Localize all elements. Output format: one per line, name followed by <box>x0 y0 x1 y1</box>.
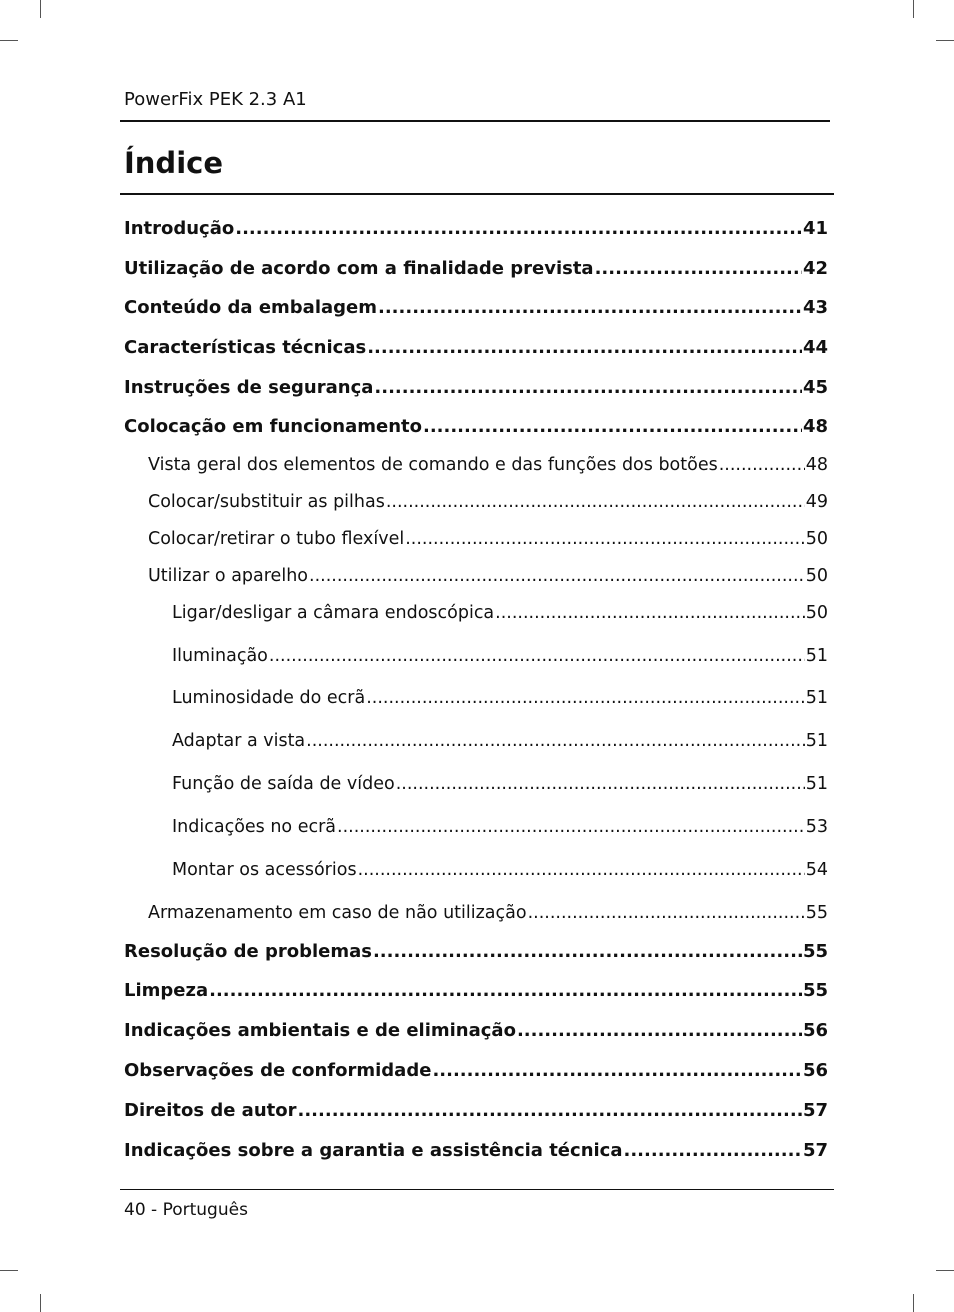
toc-entry-page: 55 <box>802 980 828 1001</box>
toc-entry-page: 57 <box>802 1100 828 1121</box>
crop-mark <box>913 0 914 18</box>
toc-entry-page: 50 <box>805 529 828 549</box>
toc-leader-dots <box>528 903 805 923</box>
toc-entry <box>124 218 828 239</box>
toc-entry-label: Montar os acessórios <box>172 860 357 880</box>
toc-entry-label: Luminosidade do ecrã <box>172 688 366 708</box>
toc-entry-label: Colocar/retirar o tubo flexível <box>148 529 405 549</box>
toc-entry <box>124 941 828 962</box>
toc-entry <box>124 1020 828 1041</box>
toc-entry-label: Iluminação <box>172 646 268 666</box>
toc-entry-label: Indicações sobre a garantia e assistência técnica <box>124 1140 623 1161</box>
toc-entry-label: Introdução <box>124 218 235 239</box>
toc-entry-label: Adaptar a vista <box>172 731 306 751</box>
toc-entry <box>172 603 828 623</box>
toc-entry-label: Ligar/desligar a câmara endoscópica <box>172 603 495 623</box>
crop-mark <box>40 0 41 18</box>
toc-entry-page: 48 <box>805 455 828 475</box>
toc-leader-dots <box>595 258 802 279</box>
toc-entry <box>148 455 828 475</box>
crop-mark <box>0 40 18 41</box>
toc-leader-dots <box>396 774 805 794</box>
toc-leader-dots <box>432 1060 802 1081</box>
toc-entry <box>148 492 828 512</box>
toc-leader-dots <box>269 646 805 666</box>
toc-entry-page: 53 <box>805 817 828 837</box>
crop-mark <box>936 1270 954 1271</box>
toc-leader-dots <box>209 980 802 1001</box>
toc-leader-dots <box>309 566 805 586</box>
toc-entry <box>124 297 828 318</box>
page-title: Índice <box>124 146 223 180</box>
header-rule <box>120 120 830 122</box>
toc-entry-page: 57 <box>802 1140 828 1161</box>
toc-entry-label: Indicações ambientais e de eliminação <box>124 1020 516 1041</box>
toc-leader-dots <box>405 529 805 549</box>
crop-mark <box>936 40 954 41</box>
toc-entry <box>124 1060 828 1081</box>
toc-leader-dots <box>423 416 802 437</box>
toc-entry-label: Observações de conformidade <box>124 1060 432 1081</box>
toc-leader-dots <box>366 688 805 708</box>
toc-entry-label: Função de saída de vídeo <box>172 774 395 794</box>
toc-entry-page: 55 <box>802 941 828 962</box>
toc-entry <box>148 529 828 549</box>
toc-entry-page: 45 <box>802 377 828 398</box>
toc-entry-label: Indicações no ecrã <box>172 817 337 837</box>
page-footer: 40 - Português <box>124 1200 248 1220</box>
toc-entry <box>172 688 828 708</box>
footer-rule <box>120 1189 834 1190</box>
crop-mark <box>913 1294 914 1312</box>
toc-entry-page: 51 <box>805 646 828 666</box>
toc-entry-label: Limpeza <box>124 980 209 1001</box>
toc-entry-label: Resolução de problemas <box>124 941 372 962</box>
toc-leader-dots <box>719 455 805 475</box>
toc-entry-page: 43 <box>802 297 828 318</box>
toc-entry-label: Vista geral dos elementos de comando e das funções dos botões <box>148 455 718 475</box>
toc-entry-page: 50 <box>805 603 828 623</box>
toc-entry-page: 54 <box>805 860 828 880</box>
toc-entry-label: Instruções de segurança <box>124 377 374 398</box>
toc-entry <box>124 337 828 358</box>
running-header: PowerFix PEK 2.3 A1 <box>124 89 307 110</box>
toc-leader-dots <box>373 941 802 962</box>
toc-leader-dots <box>624 1140 802 1161</box>
toc-entry <box>124 980 828 1001</box>
toc-entry-page: 56 <box>802 1060 828 1081</box>
toc-entry-label: Utilização de acordo com a finalidade prevista <box>124 258 594 279</box>
toc-leader-dots <box>337 817 805 837</box>
toc-entry <box>124 1140 828 1161</box>
toc-leader-dots <box>298 1100 802 1121</box>
toc-entry-page: 48 <box>802 416 828 437</box>
toc-entry <box>124 258 828 279</box>
toc-entry <box>172 860 828 880</box>
toc-entry <box>124 377 828 398</box>
toc-entry <box>148 566 828 586</box>
toc-entry-page: 55 <box>805 903 828 923</box>
toc-entry <box>172 774 828 794</box>
toc-entry <box>124 1100 828 1121</box>
toc-entry-page: 51 <box>805 688 828 708</box>
toc-leader-dots <box>495 603 805 623</box>
toc-entry-page: 50 <box>805 566 828 586</box>
toc-leader-dots <box>374 377 802 398</box>
toc-entry-page: 49 <box>805 492 828 512</box>
toc-leader-dots <box>358 860 805 880</box>
crop-mark <box>0 1270 18 1271</box>
toc-entry <box>172 731 828 751</box>
toc-entry <box>172 646 828 666</box>
toc-leader-dots <box>517 1020 802 1041</box>
toc-entry-label: Colocar/substituir as pilhas <box>148 492 385 512</box>
toc-entry <box>148 903 828 923</box>
toc-entry-label: Características técnicas <box>124 337 367 358</box>
toc-entry-label: Conteúdo da embalagem <box>124 297 377 318</box>
toc-entry-page: 44 <box>802 337 828 358</box>
toc-entry <box>124 416 828 437</box>
toc-entry-page: 42 <box>802 258 828 279</box>
toc-entry-label: Direitos de autor <box>124 1100 297 1121</box>
toc-entry-page: 56 <box>802 1020 828 1041</box>
toc-entry-label: Utilizar o aparelho <box>148 566 308 586</box>
toc-leader-dots <box>235 218 802 239</box>
toc-leader-dots <box>378 297 802 318</box>
title-rule <box>120 193 834 195</box>
crop-mark <box>40 1294 41 1312</box>
toc-entry <box>172 817 828 837</box>
toc-entry-label: Colocação em funcionamento <box>124 416 422 437</box>
toc-entry-page: 41 <box>802 218 828 239</box>
toc-leader-dots <box>367 337 802 358</box>
toc-leader-dots <box>306 731 805 751</box>
toc-entry-page: 51 <box>805 731 828 751</box>
toc-leader-dots <box>386 492 805 512</box>
toc-entry-label: Armazenamento em caso de não utilização <box>148 903 527 923</box>
toc-entry-page: 51 <box>805 774 828 794</box>
